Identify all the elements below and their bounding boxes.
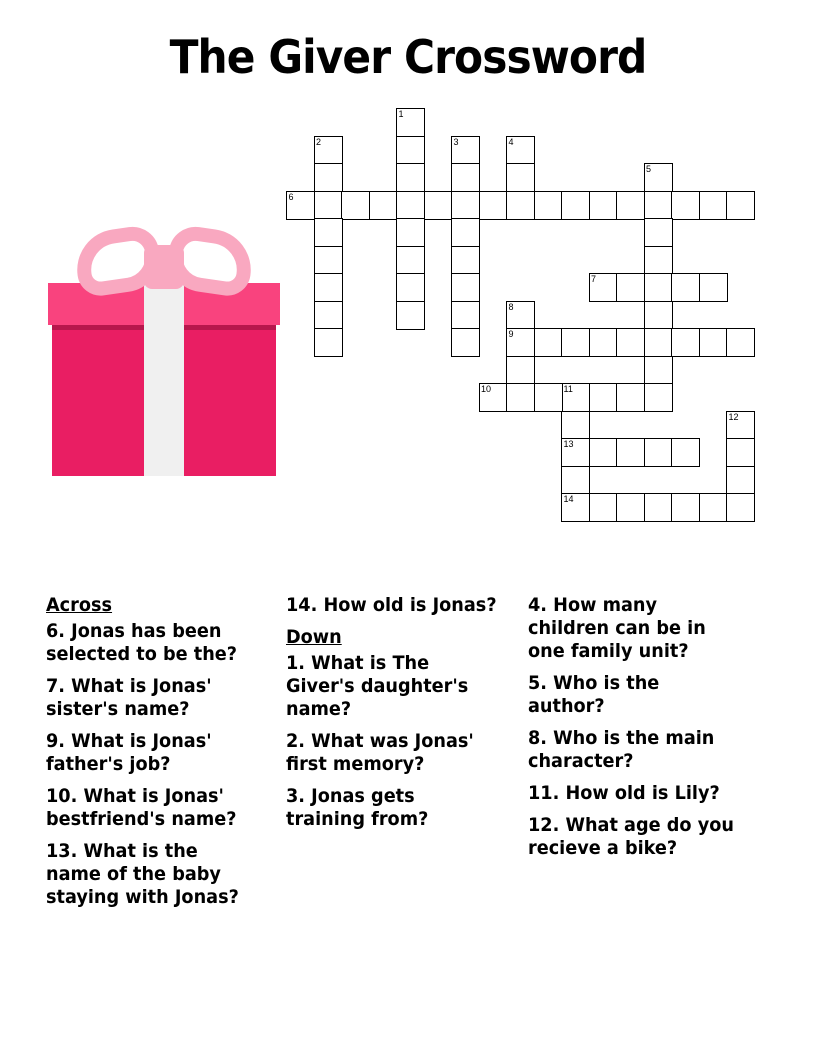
- crossword-cell[interactable]: [396, 273, 425, 302]
- crossword-cell[interactable]: [726, 191, 755, 220]
- crossword-cell-number: 10: [481, 384, 492, 394]
- crossword-cell[interactable]: [314, 218, 343, 247]
- crossword-cell[interactable]: [589, 383, 618, 412]
- crossword-cell[interactable]: [644, 246, 673, 275]
- crossword-cell[interactable]: [561, 328, 590, 357]
- crossword-cell-number: 2: [316, 136, 322, 147]
- crossword-cell[interactable]: [396, 246, 425, 275]
- clue-across-6: 6. Jonas has been selected to be the?: [46, 620, 238, 665]
- clue-down-5: 5. Who is the author?: [528, 672, 660, 717]
- crossword-cell[interactable]: [451, 246, 480, 275]
- crossword-cell-number: 13: [563, 439, 574, 449]
- crossword-cell[interactable]: [726, 493, 755, 522]
- crossword-cell[interactable]: [314, 328, 343, 357]
- crossword-cell[interactable]: [726, 328, 755, 357]
- crossword-cell[interactable]: [396, 136, 425, 165]
- crossword-cell[interactable]: [451, 301, 480, 330]
- crossword-cell[interactable]: [506, 163, 535, 192]
- crossword-cell[interactable]: [644, 438, 673, 467]
- clue-down-12: 12. What age do you recieve a bike?: [528, 814, 734, 859]
- clue-down-4: 4. How many children can be in one family unit?: [528, 594, 706, 662]
- crossword-cell[interactable]: [286, 191, 315, 220]
- crossword-cell[interactable]: [314, 163, 343, 192]
- crossword-cell-number: 4: [508, 136, 514, 147]
- crossword-cell[interactable]: [479, 383, 508, 412]
- crossword-cell[interactable]: [589, 191, 618, 220]
- crossword-cell[interactable]: [506, 328, 535, 357]
- crossword-cell[interactable]: [314, 301, 343, 330]
- crossword-cell[interactable]: [616, 438, 645, 467]
- crossword-cell[interactable]: [341, 191, 370, 220]
- crossword-cell[interactable]: [699, 273, 728, 302]
- crossword-cell[interactable]: [671, 273, 700, 302]
- crossword-cell-number: 12: [728, 411, 739, 422]
- crossword-cell-number: 11: [563, 384, 573, 394]
- crossword-cell[interactable]: [506, 136, 535, 165]
- crossword-cell[interactable]: [561, 191, 590, 220]
- crossword-cell[interactable]: [561, 411, 590, 440]
- crossword-cell[interactable]: [699, 191, 728, 220]
- crossword-cell[interactable]: [644, 383, 673, 412]
- crossword-cell[interactable]: [644, 493, 673, 522]
- crossword-cell-number: 1: [398, 109, 404, 119]
- crossword-cell[interactable]: [506, 301, 535, 330]
- gift-ribbon: [144, 283, 184, 476]
- crossword-cell[interactable]: [589, 273, 618, 302]
- crossword-cell[interactable]: [589, 493, 618, 522]
- crossword-cell[interactable]: [534, 328, 563, 357]
- crossword-cell[interactable]: [396, 108, 425, 137]
- page-title: The Giver Crossword: [169, 30, 647, 84]
- crossword-cell[interactable]: [726, 466, 755, 495]
- clue-across-14: 14. How old is Jonas?: [286, 594, 497, 616]
- crossword-cell[interactable]: [506, 356, 535, 385]
- down-heading: Down: [286, 626, 342, 648]
- crossword-cell[interactable]: [561, 383, 590, 412]
- crossword-cell-number: 7: [591, 274, 597, 284]
- clue-down-11: 11. How old is Lily?: [528, 782, 720, 804]
- crossword-cell[interactable]: [396, 218, 425, 247]
- crossword-cell-number: 14: [563, 494, 574, 504]
- clue-across-9: 9. What is Jonas' father's job?: [46, 730, 212, 775]
- clue-down-1: 1. What is The Giver's daughter's name?: [286, 652, 469, 720]
- crossword-cell[interactable]: [314, 246, 343, 275]
- crossword-cell[interactable]: [451, 136, 480, 165]
- crossword-cell[interactable]: [396, 301, 425, 330]
- crossword-cell[interactable]: [424, 191, 453, 220]
- across-heading: Across: [46, 594, 113, 616]
- crossword-cell[interactable]: [644, 163, 673, 192]
- crossword-cell[interactable]: [314, 136, 343, 165]
- crossword-cell[interactable]: [396, 191, 425, 220]
- crossword-cell[interactable]: [479, 191, 508, 220]
- crossword-cell[interactable]: [451, 163, 480, 192]
- crossword-cell[interactable]: [561, 493, 590, 522]
- crossword-cell[interactable]: [726, 438, 755, 467]
- crossword-cell[interactable]: [369, 191, 398, 220]
- crossword-cell[interactable]: [644, 218, 673, 247]
- clue-across-10: 10. What is Jonas' bestfriend's name?: [46, 785, 237, 830]
- crossword-cell[interactable]: [699, 328, 728, 357]
- clue-across-13: 13. What is the name of the baby staying with Jonas?: [46, 840, 239, 908]
- crossword-cell[interactable]: [451, 328, 480, 357]
- crossword-cell[interactable]: [451, 218, 480, 247]
- crossword-cell[interactable]: [314, 191, 343, 220]
- crossword-cell[interactable]: [589, 328, 618, 357]
- crossword-cell[interactable]: [616, 191, 645, 220]
- clues-column-1: [46, 594, 274, 918]
- clues-column-3: [528, 594, 756, 869]
- crossword-cell[interactable]: [644, 301, 673, 330]
- clues-column-2: [286, 594, 514, 840]
- crossword-cell[interactable]: [699, 493, 728, 522]
- crossword-cell[interactable]: [396, 163, 425, 192]
- clue-across-7: 7. What is Jonas' sister's name?: [46, 675, 212, 720]
- clue-down-2: 2. What was Jonas' first memory?: [286, 730, 474, 775]
- crossword-cell[interactable]: [314, 273, 343, 302]
- crossword-cell[interactable]: [644, 273, 673, 302]
- crossword-cell-number: 9: [508, 329, 514, 339]
- crossword-cell-number: 8: [508, 301, 514, 312]
- crossword-cell[interactable]: [726, 411, 755, 440]
- crossword-cell-number: 5: [646, 164, 652, 174]
- crossword-cell[interactable]: [616, 328, 645, 357]
- crossword-cell[interactable]: [671, 438, 700, 467]
- crossword-cell[interactable]: [616, 383, 645, 412]
- crossword-cell[interactable]: [644, 328, 673, 357]
- clue-down-8: 8. Who is the main character?: [528, 727, 715, 772]
- crossword-cell[interactable]: [534, 191, 563, 220]
- crossword-cell[interactable]: [589, 438, 618, 467]
- gift-box-image: [48, 215, 280, 477]
- clue-down-3: 3. Jonas gets training from?: [286, 785, 429, 830]
- crossword-cell-number: 3: [453, 136, 459, 147]
- crossword-cell[interactable]: [644, 191, 673, 220]
- crossword-cell[interactable]: [616, 273, 645, 302]
- crossword-cell[interactable]: [561, 466, 590, 495]
- crossword-cell[interactable]: [671, 191, 700, 220]
- crossword-cell[interactable]: [506, 383, 535, 412]
- crossword-grid[interactable]: [286, 108, 786, 598]
- clues-section: [46, 594, 782, 964]
- crossword-cell[interactable]: [616, 493, 645, 522]
- crossword-cell-number: 6: [288, 191, 294, 202]
- crossword-cell[interactable]: [671, 493, 700, 522]
- crossword-cell[interactable]: [451, 273, 480, 302]
- crossword-cell[interactable]: [506, 191, 535, 220]
- crossword-cell[interactable]: [534, 383, 563, 412]
- crossword-cell[interactable]: [451, 191, 480, 220]
- crossword-cell[interactable]: [644, 356, 673, 385]
- gift-bow-knot-icon: [144, 245, 184, 289]
- crossword-cell[interactable]: [561, 438, 590, 467]
- crossword-cell[interactable]: [671, 328, 700, 357]
